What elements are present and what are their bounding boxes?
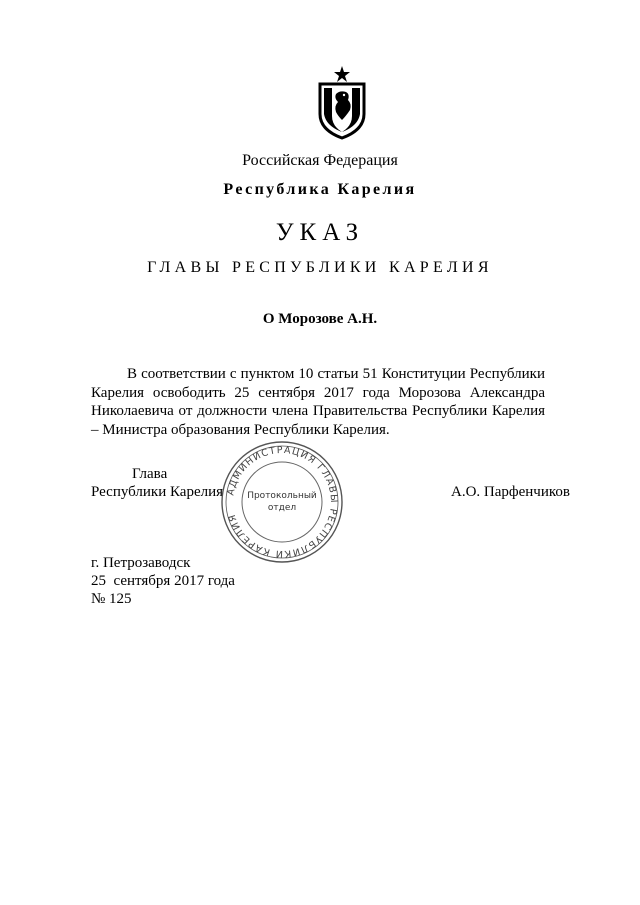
country-name: Российская Федерация [242, 152, 398, 169]
date-of-issue: 25 сентября 2017 года [91, 573, 235, 589]
karelia-coat-of-arms-icon [314, 64, 370, 140]
stamp-center-line1: Протокольный [247, 491, 317, 501]
decree-subject: О Морозове А.Н. [262, 311, 378, 327]
decree-number: № 125 [91, 591, 132, 607]
signatory-name: А.О. Парфенчиков [451, 484, 570, 500]
document-type: УКАЗ [275, 219, 365, 246]
stamp-ring-text: АДМИНИСТРАЦИЯ ГЛАВЫ РЕСПУБЛИКИ КАРЕЛИЯ [225, 444, 340, 560]
official-stamp [220, 440, 344, 564]
decree-footer [91, 554, 235, 608]
signatory-title-line2: Республики Карелия [91, 484, 224, 500]
place-of-issue: г. Петрозаводск [91, 555, 191, 571]
signatory-title-line1: Глава [132, 466, 168, 482]
decree-body: В соответствии с пунктом 10 статьи 51 Конституции Республики Карелия освободить 25 сентября 2017 года Морозова Александра Николаевича от должности члена Правительства Республики Карелия – Министра образования Республики Карелия. [91, 366, 545, 438]
republic-name: Республика Карелия [223, 181, 417, 198]
issuer-title: ГЛАВЫ РЕСПУБЛИКИ КАРЕЛИЯ [147, 259, 493, 276]
stamp-center-line2: отдел [267, 503, 297, 513]
